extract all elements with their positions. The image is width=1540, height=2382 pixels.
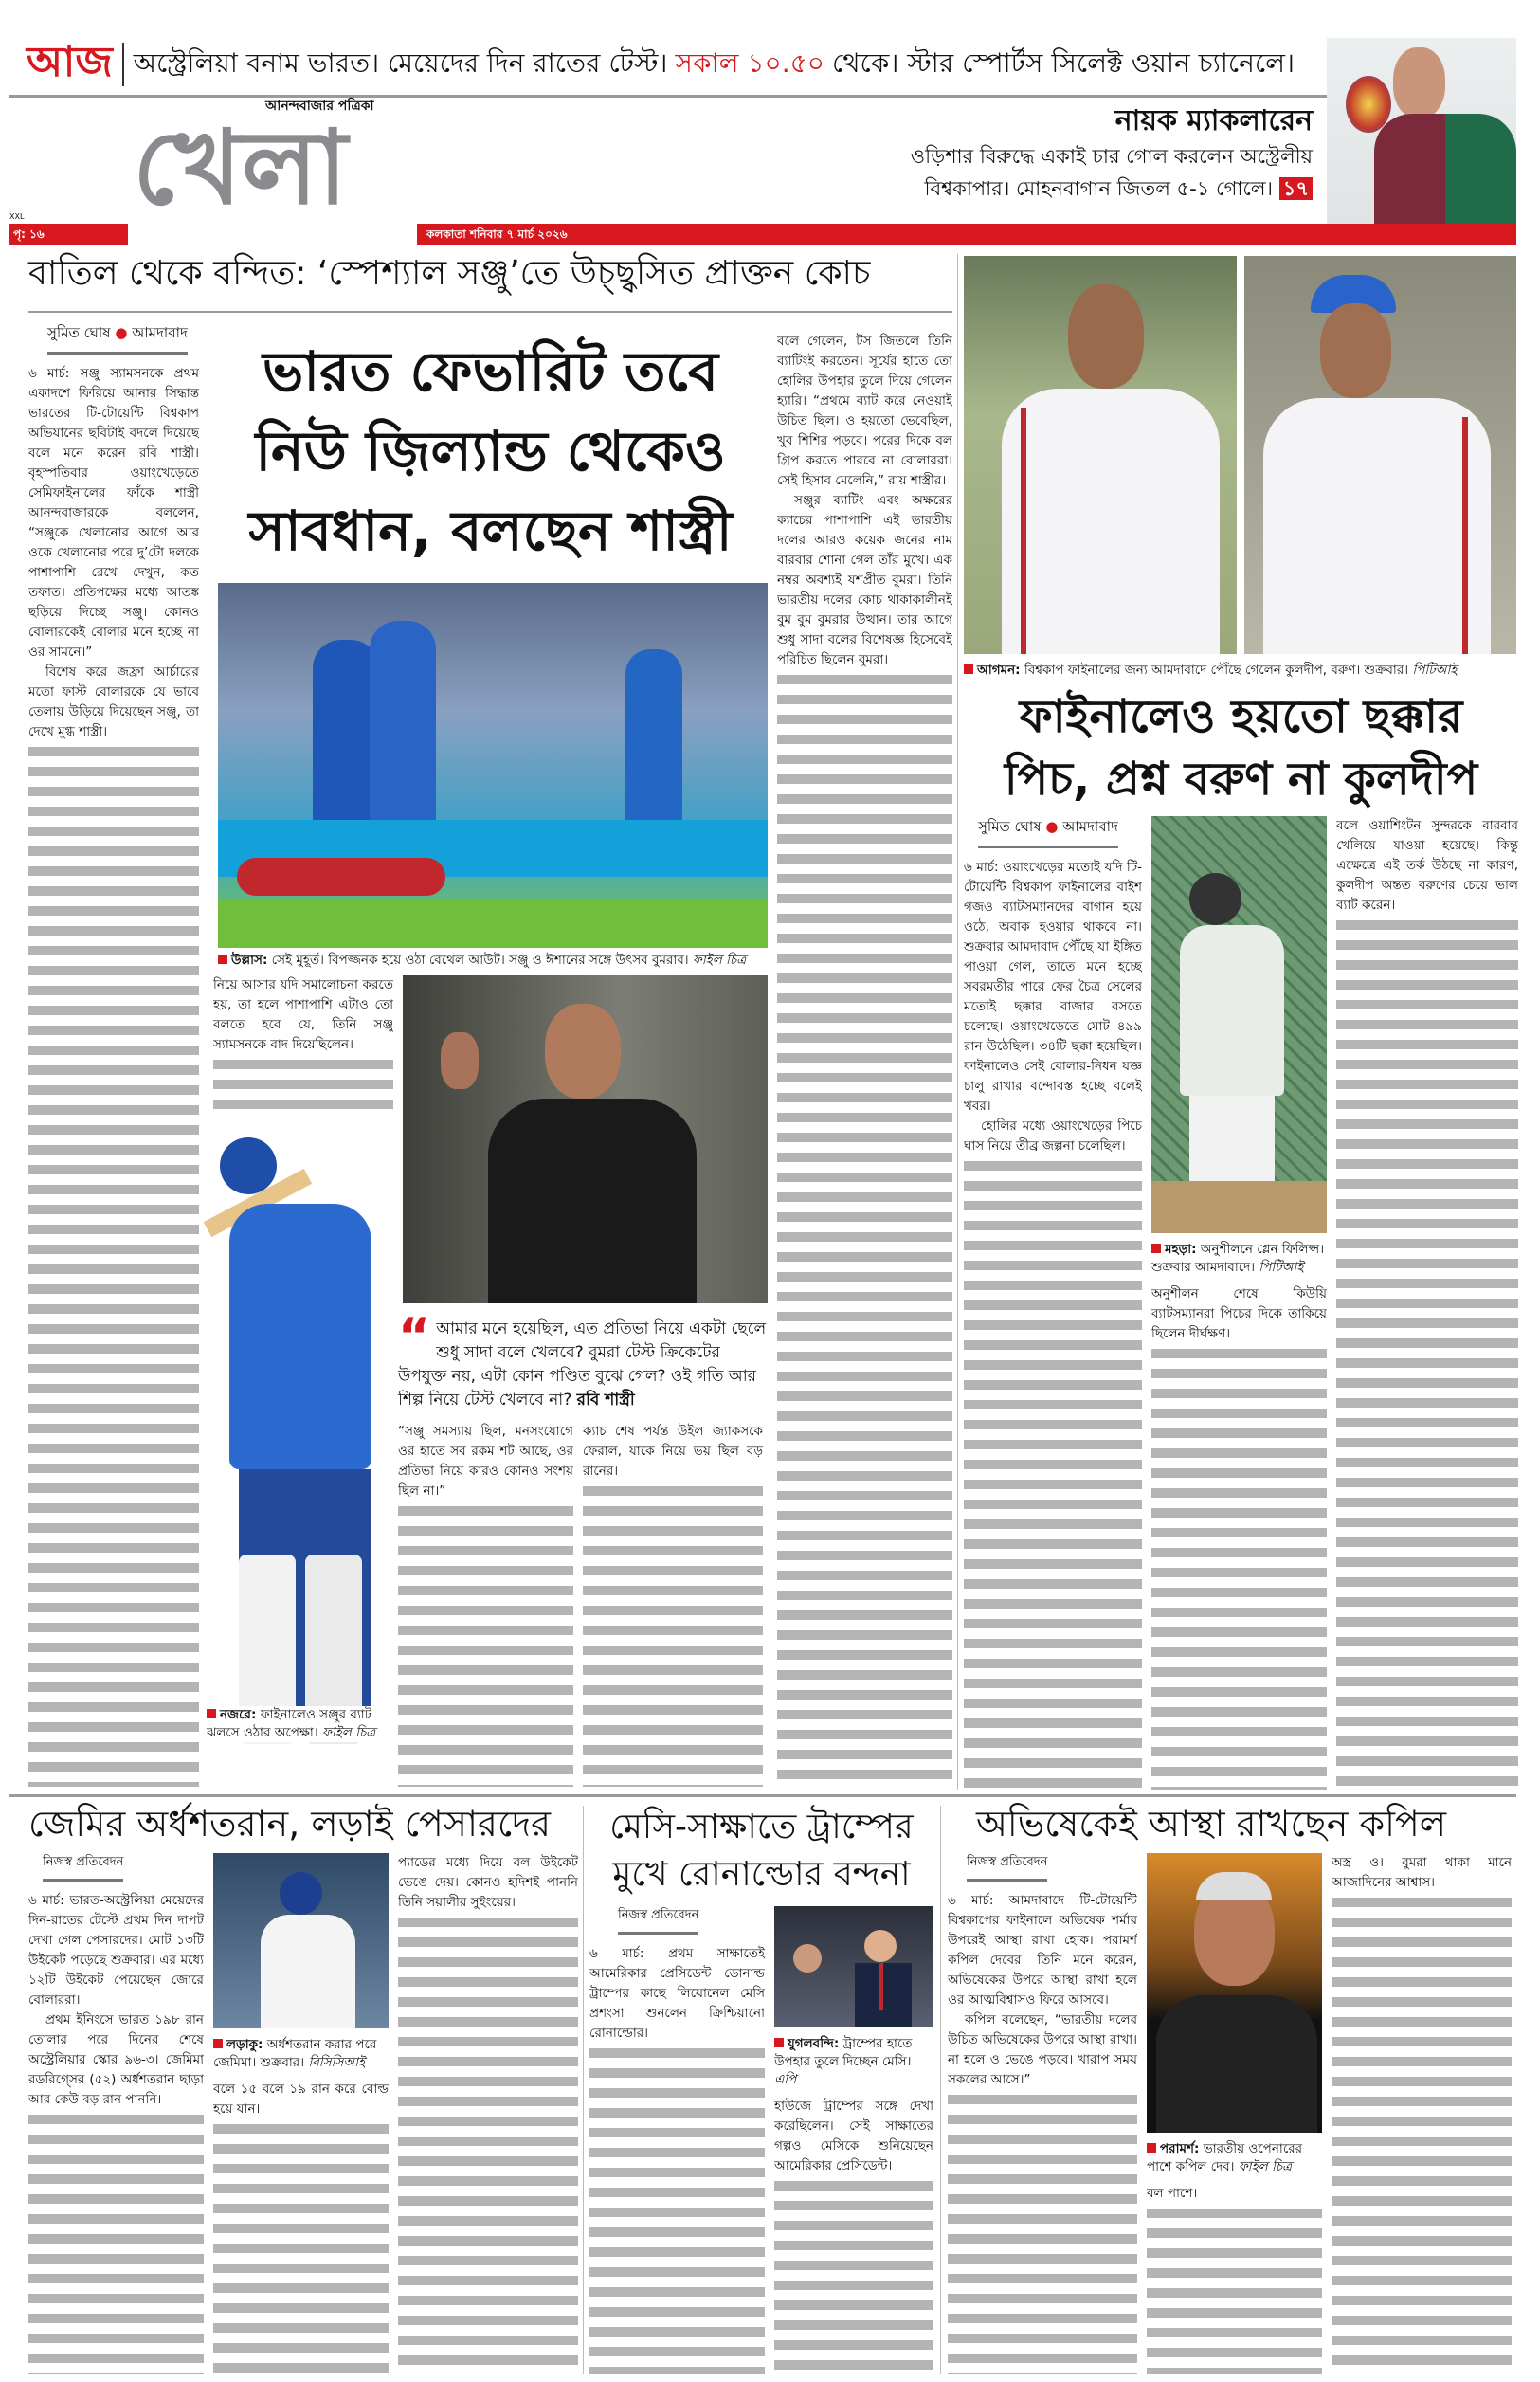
page-label: পৃ: ১৬ — [13, 227, 45, 241]
messi-caption — [774, 2035, 933, 2089]
kapil-photo — [1147, 1853, 1322, 2133]
kapil-byline: নিজস্ব প্রতিবেদন — [967, 1853, 1047, 1882]
caption-credit: ফাইল চিত্র — [1238, 2158, 1293, 2174]
lead-column-3 — [398, 1422, 573, 1787]
text-lines — [28, 742, 199, 1787]
bottom-rule — [9, 1794, 1516, 1797]
byline-dot: ● — [115, 324, 128, 341]
pull-quote — [398, 1308, 768, 1412]
varun-photo — [1244, 256, 1516, 654]
messi-byline: নিজস্ব প্রতিবেদন — [618, 1906, 698, 1935]
lead-left-stack — [28, 322, 199, 1787]
today-strip — [27, 36, 1295, 93]
second-stack — [964, 662, 1518, 1790]
paragraph: হোলির মধ্যে ওয়াংখেড়ের পিচে ঘাস নিয়ে তীব্র জল্পনা চলেছিল। — [964, 1118, 1142, 1154]
lead-headline — [213, 332, 768, 578]
text-lines — [583, 1482, 763, 1787]
kapil-story — [948, 1804, 1516, 2374]
paragraph: বলে গেলেন, টস জিতলে তিনি ব্যাটিংই করতেন। সূর্যের হাতে তো হোলির উপহার তুলে দিয়ে গেলেন হ্যারি। “প্রথমে ব্যাট করে নেওয়াই উচিত ছিল। ও হয়তো ভেবেছিল, খুব শিশির পড়বে। পরের দিকে বল গ্রিপ করতে পারবে না বোলাররা। সেই হিসাব মেলেনি,” রায় শাস্ত্রীর। — [777, 334, 952, 488]
kapil-column-3 — [1332, 1853, 1512, 2374]
today-text: অস্ট্রেলিয়া বনাম ভারত। মেয়েদের দিন রাতের টেস্ট। — [133, 46, 668, 79]
messi-column-2 — [774, 2097, 933, 2374]
kapil-caption — [1147, 2140, 1322, 2176]
caption-text: ভারতীয় ওপেনারের পাশে কপিল দেব। — [1147, 2140, 1303, 2174]
text-lines — [777, 670, 952, 1787]
today-time: সকাল ১০.৫০ — [675, 46, 824, 79]
messi-headline — [589, 1804, 933, 1899]
promo-line-1: ওড়িশার বিরুদ্ধে একাই চার গোল করলেন অস্ট্রেলীয় — [910, 145, 1313, 168]
kapil-column-2 — [1147, 2184, 1322, 2374]
lead-mid-row — [213, 975, 768, 1115]
paragraph: ৬ মার্চ: সঞ্জু স্যামসনকে প্রথম একাদশে ফিরিয়ে আনার সিদ্ধান্ত ভারতের টি-টোয়েন্টি বিশ্বকাপ অভিযানের ছবিটাই বদলে দিয়েছে বলে মনে করেন রবি শাস্ত্রী। বৃহস্পতিবার ওয়াংখেড়েতে সেমিফাইনালের ফাঁকে শাস্ত্রী আনন্দবাজারকে বললেন, “সঞ্জুকে খেলানোর আগে আর ওকে খেলানোর পরে দু’টো দলকে পাশাপাশি রেখে দেখুন, কত তফাত। প্রতিপক্ষের মধ্যে আতঙ্ক ছড়িয়ে দিচ্ছে সঞ্জু। কোনও বোলারকেই বোলার মনে হচ্ছে না ওর সামনে।” — [28, 366, 199, 660]
text-lines — [213, 1055, 393, 1115]
paragraph: বল পাশে। — [1147, 2185, 1198, 2201]
jemima-story — [28, 1804, 578, 2374]
caption-text: সেই মুহূর্ত। বিপজ্জনক হয়ে ওঠা বেথেল আউট। সঞ্জু ও ঈশানের সঙ্গে উৎসব বুমরার। — [271, 953, 689, 968]
caption-label: মহড়া: — [1165, 1242, 1197, 1257]
headline-line: সাবধান, বলছেন শাস্ত্রী — [248, 499, 733, 563]
paragraph: প্রথম ইনিংসে ভারত ১৯৮ রান তোলার পরে দিনের শেষে অস্ট্রেলিয়ার স্কোর ৯৬-৩। জেমিমা রডরিগ্সের (৫২) অর্ধশতরান ছাড়া আর কেউ বড় রান পাননি। — [28, 2011, 204, 2107]
caption-marker — [1151, 1244, 1161, 1253]
headline-line: মুখে রোনাল্ডোর বন্দনা — [612, 1855, 911, 1894]
edition-mark: XXL — [9, 212, 25, 221]
promo-page-ref: ১৭ — [1279, 177, 1313, 200]
jemima-column-2 — [213, 2080, 389, 2374]
text-lines — [964, 1156, 1142, 1790]
paragraph: বিশেষ করে জফ্রা আর্চারের মতো ফাস্ট বোলারকে যে ভাবে তেলায় উড়িয়ে দিয়েছেন সঞ্জু, তা দেখে মুগ্ধ শাস্ত্রী। — [28, 664, 199, 739]
text-lines — [1336, 916, 1518, 1790]
text-lines — [948, 2090, 1137, 2374]
messi-middle — [774, 1906, 933, 2374]
promo[interactable] — [911, 102, 1313, 205]
byline-name: সুমিত ঘোষ — [47, 324, 111, 341]
caption-credit: ফাইল চিত্র — [321, 1725, 376, 1740]
caption-marker — [207, 1709, 216, 1718]
promo-line-2-row — [911, 173, 1313, 205]
byline-name: সুমিত ঘোষ — [978, 818, 1042, 835]
paragraph: নিয়ে আসার যদি সমালোচনা করতে হয়, তা হলে পাশাপাশি এটাও তো বলতে হবে যে, তিনি সঞ্জু স্যামসনকে বাদ দিয়েছিলেন। — [213, 977, 393, 1052]
paragraph: সঞ্জুর ব্যাটিং এবং অক্ষরের ক্যাচের পাশাপাশি এই ভারতীয় দলের আরও কয়েক জনের নাম বারবার শোনা গেল তাঁর মুখে। এক নম্বর অবশ্যই যশপ্রীত বুমরা। তিনি ভারতীয় দলের কোচ থাকাকালীনই বুম বুম বুমরার উত্থান। তার আগে শুধু সাদা বলের বিশেষজ্ঞ হিসেবেই পরিচিত ছিলেন বুমরা। — [777, 493, 952, 667]
date-band — [417, 224, 1516, 245]
caption-text: বিশ্বকাপ ফাইনালের জন্য আমদাবাদে পৌঁছে গেলেন কুলদীপ, বরুণ। শুক্রবার। — [1024, 663, 1409, 678]
batter-photo — [201, 1118, 393, 1782]
caption-text: অর্ধশতরান করার পরে জেমিমা। শুক্রবার। — [213, 2036, 377, 2070]
jemima-headline: জেমির অর্ধশতরান, লড়াই পেসারদের — [28, 1803, 552, 1845]
text-lines — [1332, 1893, 1512, 2374]
column-divider — [957, 254, 958, 1790]
lead-byline — [47, 322, 188, 355]
caption-marker — [774, 2038, 784, 2047]
messi-row — [589, 1906, 933, 2374]
paragraph: ৬ মার্চ: প্রথম সাক্ষাতেই আমেরিকার প্রেসিডেন্ট ডোনাল্ড ট্রাম্পের কাছে লিয়োনেল মেসি প্রশংসা শুনলেন ক্রিশ্চিয়ানো রোনাল্ডোর। — [589, 1946, 765, 2041]
promo-line-2: বিশ্বকাপার। মোহনবাগান জিতল ৫-১ গোলে। — [924, 177, 1274, 200]
paragraph: কপিল বলেছেন, “ভারতীয় দলের উচিত অভিষেকের উপরে আস্থা রাখা। না হলে ও ভেঙে পড়বে। খারাপ সময় সকলের আসে।” — [948, 2011, 1137, 2087]
today-text-2: থেকে। স্টার স্পোর্টস সিলেক্ট ওয়ান চ্যানেলে। — [832, 46, 1295, 79]
second-column-1 — [964, 858, 1142, 1790]
column-divider — [583, 1806, 584, 2374]
paragraph: “সঞ্জু সমস্যায় ছিল, মনসংযোগে ওর হাতে সব রকম শট আছে, ওর প্রতিভা নিয়ে কারও কোনও সংশয় ছিল না।” — [398, 1424, 573, 1499]
caption-label: নজরে: — [220, 1707, 257, 1722]
messi-left — [589, 1906, 765, 2374]
text-lines — [1147, 2204, 1322, 2374]
text-lines — [398, 1913, 578, 2374]
quote-text: আমার মনে হয়েছিল, এত প্রতিভা নিয়ে একটা ছেলে শুধু সাদা বলে খেলবে? বুমরা টেস্ট ক্রিকেটের উপযুক্ত নয়, এটা কোন পণ্ডিত বুঝে গেল? ওই গতি আর শিল্প নিয়ে টেস্ট খেলবে না? — [398, 1319, 767, 1409]
divider — [122, 43, 124, 86]
caption-credit: পিটিআই — [1412, 663, 1458, 678]
messi-story — [589, 1804, 933, 2374]
paragraph: ৬ মার্চ: ভারত-অস্ট্রেলিয়া মেয়েদের দিন-রাতের টেস্টে প্রথম দিন দাপট দেখা গেল পেসারদের। মোট ১৩টি উইকেট পড়েছে শুক্রবার। এর মধ্যে ১২টি উইকেট পেয়েছেন জোরে বোলাররা। — [28, 1892, 204, 2008]
headline-line: পিচ, প্রশ্ন বরুণ না কুলদীপ — [1004, 753, 1478, 806]
caption-label: লড়াকু: — [226, 2036, 263, 2052]
paragraph: বলে ১৫ বলে ১৯ রান করে বোল্ড হয়ে যান। — [213, 2081, 389, 2117]
publisher-name: আনন্দবাজার পত্রিকা — [265, 99, 374, 114]
caption-marker — [218, 955, 227, 964]
jemima-photo — [213, 1853, 389, 2028]
phillips-photo — [1151, 816, 1327, 1233]
caption-text: অনুশীলনে গ্লেন ফিলিপ্স। শুক্রবার আমদাবাদে। — [1151, 1242, 1325, 1275]
caption-label: আগমন: — [977, 663, 1021, 678]
footballer-photo — [1327, 38, 1516, 227]
quote-mark-icon: “ — [398, 1308, 431, 1365]
khela-logo: খেলা — [133, 109, 348, 227]
kapil-row — [948, 1853, 1516, 2374]
lead-column-4 — [583, 1422, 763, 1787]
caption-label: পরামর্শ: — [1160, 2140, 1200, 2156]
kapil-headline: অভিষেকেই আস্থা রাখছেন কপিল — [976, 1803, 1447, 1845]
caption-credit: বিসিসিআই — [308, 2054, 366, 2070]
jemima-left — [28, 1853, 204, 2374]
headline-line: ফাইনালেও হয়তো ছক্কার — [1019, 690, 1463, 743]
paragraph: অনুশীলন শেষে কিউয়ি ব্যাটসম্যানরা পিচের দিকে তাকিয়ে ছিলেন দীর্ঘক্ষণ। — [1151, 1286, 1327, 1341]
today-label: আজ — [27, 37, 113, 86]
paragraph: ক্যাচ শেষ পর্যন্ত উইল জ্যাকসকে ফেরাল, যাকে নিয়ে ভয় ছিল বড় রানের। — [583, 1424, 763, 1479]
text-lines — [213, 2119, 389, 2374]
batter-caption — [207, 1706, 387, 1742]
paragraph: বলে ওয়াশিংটন সুন্দরকে বারবার খেলিয়ে যাওয়া হয়েছে। কিন্তু এক্ষেত্রে এই তর্ক উঠছে না কারণ, কুলদীপ অন্তত বরুণের চেয়ে ভাল ব্যাট করেন। — [1336, 818, 1518, 913]
headline-line: ভারত ফেভারিট তবে — [262, 339, 718, 404]
caption-credit: ফাইল চিত্র — [692, 953, 747, 968]
dateline: কলকাতা শনিবার ৭ মার্চ ২০২৬ — [426, 227, 568, 241]
lead-column-right — [777, 332, 952, 1787]
text-lines — [398, 1501, 573, 1787]
column-divider — [940, 1806, 941, 2374]
caption-label: উল্লাস: — [231, 953, 268, 968]
second-column-3 — [1336, 816, 1518, 1790]
paragraph: প্যাডের মধ্যে দিয়ে বল উইকেট ভেঙে দেয়। কোনও হদিশই পাননি তিনি সয়ালীর সুইংয়ের। — [398, 1854, 578, 1910]
second-byline — [978, 816, 1118, 848]
caption-marker — [964, 664, 973, 674]
second-headline — [964, 685, 1518, 810]
caption-text: ট্রাম্পের হাতে উপহার তুলে দিচ্ছেন মেসি। — [774, 2036, 913, 2069]
lead-kicker: বাতিল থেকে বন্দিত: ‘স্পেশ্যাল সঞ্জু’তে উচ্ছ্বসিত প্রাক্তন কোচ — [28, 254, 871, 293]
text-lines — [28, 2110, 204, 2374]
quote-row — [398, 1422, 768, 1787]
headline-line: নিউ জ়িল্যান্ড থেকেও — [255, 419, 726, 483]
caption-marker — [1147, 2143, 1156, 2153]
paragraph: অস্ত্র ও। বুমরা থাকা মানে আজাদিনের আশ্বাস। — [1332, 1854, 1512, 1890]
promo-title: নায়ক ম্যাকলারেন — [1114, 104, 1313, 137]
arrival-caption — [964, 662, 1518, 680]
lead-column-2 — [213, 975, 393, 1115]
kicker-rule — [28, 311, 952, 313]
kapil-left — [948, 1853, 1137, 2374]
byline-dot: ● — [1045, 818, 1059, 835]
celebration-photo — [218, 583, 768, 948]
page-label-band — [9, 224, 128, 245]
shastri-photo — [403, 975, 768, 1303]
caption-marker — [213, 2039, 223, 2048]
jemima-row — [28, 1853, 578, 2374]
lead-column-1 — [28, 364, 199, 1787]
paragraph: ৬ মার্চ: ওয়াংখেড়ের মতোই যদি টি-টোয়েন্টি বিশ্বকাপ ফাইনালের বাইশ গজও ব্যাটসম্যানদের বাগান হয়ে ওঠে, অবাক হওয়ার থাকবে না। শুক্রবার আমদাবাদ পৌঁছে যা ইঙ্গিত পাওয়া গেল, তাতে মনে হচ্ছে সবরমতীর পারে ফের চৈত্র সেলের মতোই ছক্কার বাজার বসতে চলেছে। ওয়াংখেড়েতে মোট ৪৯৯ রান উঠেছিল। ৩৪টি ছক্কা হয়েছিল। ফাইনালেও সেই বোলার-নিধন যজ্ঞ চালু রাখার বন্দোবস্ত হচ্ছে বলেই খবর। — [964, 860, 1142, 1114]
second-left — [964, 816, 1142, 1790]
second-middle — [1151, 816, 1327, 1790]
top-rule — [9, 95, 1327, 98]
caption-credit: পিটিআই — [1259, 1260, 1304, 1275]
byline-place: আমদাবাদ — [1062, 818, 1118, 835]
paragraph: ৬ মার্চ: আমদাবাদে টি-টোয়েন্টি বিশ্বকাপের ফাইনালে অভিষেক শর্মার উপরেই আস্থা রাখা হোক। পরামর্শ কপিল দেবের। তিনি মনে করেন, অভিষেকের উপরে আস্থা রাখা হলে ওর আত্মবিশ্বাসও ফিরে আসবে। — [948, 1892, 1137, 2008]
messi-column-1 — [589, 1944, 765, 2374]
jemima-column-3 — [398, 1853, 578, 2374]
practice-caption — [1151, 1241, 1327, 1277]
kuldeep-photo — [964, 256, 1237, 654]
messi-trump-photo — [774, 1906, 933, 2027]
headline-line: মেসি-সাক্ষাতে ট্রাম্পের — [609, 1808, 914, 1846]
jemima-byline: নিজস্ব প্রতিবেদন — [43, 1853, 123, 1882]
second-column-2 — [1151, 1284, 1327, 1790]
text-lines — [1151, 1344, 1327, 1790]
jemima-caption — [213, 2036, 389, 2072]
byline-place: আমদাবাদ — [132, 324, 188, 341]
quote-stack — [398, 1308, 768, 1787]
quote-author: রবি শাস্ত্রী — [576, 1391, 635, 1409]
jemima-middle — [213, 1853, 389, 2374]
paragraph: হাউজে ট্রাম্পের সঙ্গে দেখা করেছিলেন। সেই সাক্ষাতের গল্পও মেসিকে শুনিয়েছেন আমেরিকার প্রেসিডেন্ট। — [774, 2099, 933, 2173]
lead-mid-stack — [213, 952, 768, 1115]
jemima-column-1 — [28, 1891, 204, 2374]
text-lines — [774, 2176, 933, 2374]
kapil-middle — [1147, 1853, 1322, 2374]
second-row — [964, 816, 1518, 1790]
kapil-column-1 — [948, 1891, 1137, 2374]
celebration-caption — [213, 952, 768, 970]
caption-label: যুগলবন্দি: — [788, 2036, 840, 2051]
text-lines — [589, 2044, 765, 2374]
caption-text: ফাইনালেও সঞ্জুর ব্যাট ঝলসে ওঠার অপেক্ষা। — [207, 1707, 372, 1740]
caption-credit: এপি — [774, 2072, 797, 2087]
